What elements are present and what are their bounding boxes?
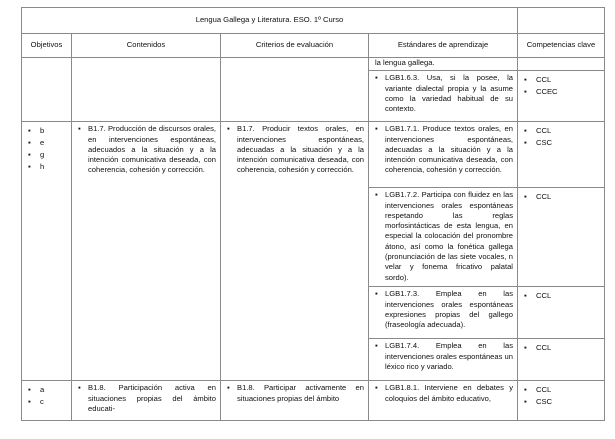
header-estandares: Estándares de aprendizaje xyxy=(369,34,518,58)
objective: c xyxy=(40,397,44,407)
objective: e xyxy=(40,138,45,148)
criteria-text: B1.8. Participar activamente en situaciones propias del ámbito xyxy=(237,383,364,403)
standard-text: LGB1.7.4. Emplea en las intervenciones orales espontáneas un léxico rico y variado. xyxy=(385,341,513,371)
content-cell: ▪ B1.7. Producción de discursos orales, en intervenciones espontáneas, adecuados a la situación y a la intención comunicativa deseada, con coherencia, cohesión y corrección. xyxy=(72,122,221,381)
title-blank-cell xyxy=(518,8,605,34)
content-text: B1.7. Producción de discursos orales, en intervenciones espontáneas, adecuados a la situación y a la intención comunicativa deseada, con coherencia, cohesión y corrección. xyxy=(88,124,216,175)
standard-cell: ▪ LGB1.7.1. Produce textos orales, en intervenciones espontáneas, adecuadas a la situación y a la intención comunicativa deseada, con coherencia, cohesión y corrección. xyxy=(369,122,518,188)
standard-cell: ▪ LGB1.7.2. Participa con fluidez en las intervenciones orales espontáneas respetando las reglas morfosintácticas de esta lengua, en especial la colocación del pronombre átono, así como la fonética gallega (pronunciación de las siete vocales, n velar y fonema fricativo palatal sordo). xyxy=(369,188,518,287)
competency: CCL xyxy=(536,126,552,136)
competencies-cell: ▪ CCL xyxy=(518,188,605,287)
standard-text: LGB1.7.3. Emplea en las intervenciones orales espontáneas expresiones propias del gallego (fraseología adecuada). xyxy=(385,289,513,330)
table-title: Lengua Gallega y Literatura. ESO. 1º Curso xyxy=(22,8,518,34)
objectives-cell: ▪ b ▪ e ▪ g ▪ h xyxy=(22,122,72,381)
competency: CSC xyxy=(536,397,553,407)
header-competencias: Competencias clave xyxy=(518,34,605,58)
competencies-cell: ▪ CCL ▪ CCEC xyxy=(518,71,605,122)
criteria-cell: ▪ B1.8. Participar activamente en situaciones propias del ámbito xyxy=(221,381,369,421)
competencies-cell: ▪ CCL xyxy=(518,339,605,381)
competency: CSC xyxy=(536,138,553,148)
objectives-cell xyxy=(22,58,72,122)
header-objetivos: Objetivos xyxy=(22,34,72,58)
standard-cell: ▪ LGB1.6.3. Usa, si la posee, la variante dialectal propia y la asume como la variedad habitual de su contexto. xyxy=(369,71,518,122)
content-cell: ▪ B1.8. Participación activa en situaciones propias del ámbito educati- xyxy=(72,381,221,421)
criteria-cell: ▪ B1.7. Producir textos orales, en intervenciones espontáneas, adecuadas a la situación y a la intención comunicativa deseada, con coherencia, cohesión y corrección. xyxy=(221,122,369,381)
standard-text: LGB1.8.1. Interviene en debates y coloquios del ámbito educativo, xyxy=(385,383,513,403)
criteria-text: B1.7. Producir textos orales, en intervenciones espontáneas, adecuadas a la situación y a la intención comunicativa deseada, con coherencia, cohesión y corrección. xyxy=(237,124,364,175)
standard-cell: la lengua gallega. xyxy=(369,58,518,71)
objective: b xyxy=(40,126,45,136)
competency: CCL xyxy=(536,385,552,395)
objective: g xyxy=(40,150,45,160)
competencies-cell: ▪ CCL ▪ CSC xyxy=(518,381,605,421)
standard-cell: ▪ LGB1.7.3. Emplea en las intervenciones orales espontáneas expresiones propias del gallego (fraseología adecuada). xyxy=(369,287,518,339)
competency: CCEC xyxy=(536,87,558,97)
standard-cell: ▪ LGB1.8.1. Interviene en debates y coloquios del ámbito educativo, xyxy=(369,381,518,421)
competencies-cell: ▪ CCL ▪ CSC xyxy=(518,122,605,188)
competency: CCL xyxy=(536,192,552,202)
competency: CCL xyxy=(536,75,552,85)
objectives-cell: ▪ a ▪ c xyxy=(22,381,72,421)
content-text: B1.8. Participación activa en situaciones propias del ámbito educati- xyxy=(88,383,216,413)
curriculum-table xyxy=(21,7,605,421)
competency: CCL xyxy=(536,343,552,353)
standard-text: LGB1.7.1. Produce textos orales, en intervenciones espontáneas, adecuadas a la situación y a la intención comunicativa deseada, con coherencia, cohesión y corrección. xyxy=(385,124,513,175)
standard-text: LGB1.6.3. Usa, si la posee, la variante dialectal propia y la asume como la variedad habitual de su contexto. xyxy=(385,73,513,114)
competencies-cell xyxy=(518,58,605,71)
competencies-cell: ▪ CCL xyxy=(518,287,605,339)
header-criterios: Criterios de evaluación xyxy=(221,34,369,58)
competency: CCL xyxy=(536,291,552,301)
content-cell xyxy=(72,58,221,122)
objective: h xyxy=(40,162,45,172)
header-contenidos: Contenidos xyxy=(72,34,221,58)
objective: a xyxy=(40,385,45,395)
standard-cell: ▪ LGB1.7.4. Emplea en las intervenciones orales espontáneas un léxico rico y variado. xyxy=(369,339,518,381)
standard-text: LGB1.7.2. Participa con fluidez en las intervenciones orales espontáneas respetando las reglas morfosintácticas de esta lengua, en especial la colocación del pronombre átono, así como la fonética gallega (pronunciación de las siete vocales, n velar y fonema fricativo palatal sordo). xyxy=(385,190,513,282)
criteria-cell xyxy=(221,58,369,122)
